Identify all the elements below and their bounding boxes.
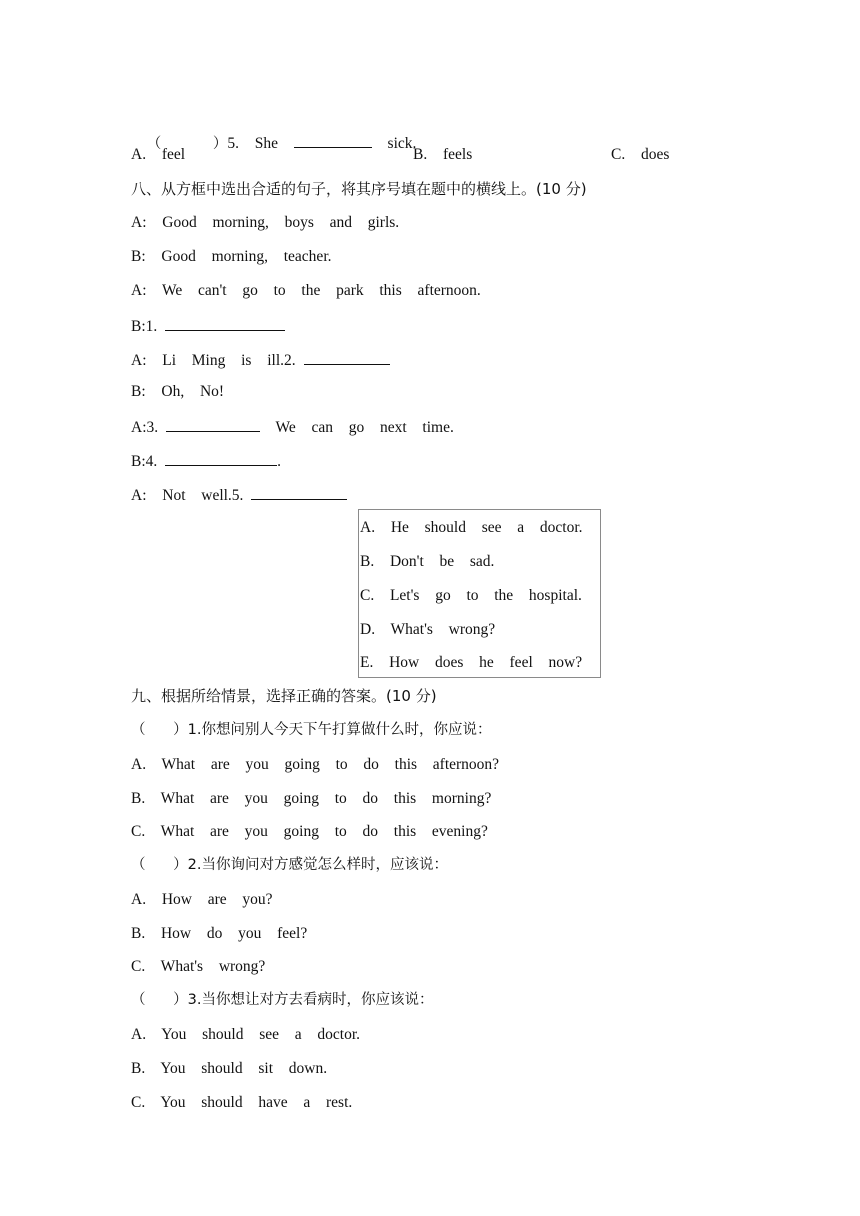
- question-prompt-2: [131, 855, 448, 875]
- option-b: B. feels: [413, 146, 473, 163]
- dialogue-line-3: [131, 281, 481, 301]
- question-text: 2.当你询问对方感觉怎么样时，应该说：: [187, 857, 448, 873]
- q2-option-c: C. What's wrong?: [131, 958, 266, 975]
- question-5-options: [131, 145, 691, 165]
- q3-option-a: A. You should see a doctor.: [131, 1026, 361, 1043]
- option-a: A. feel: [131, 146, 186, 163]
- dialogue-tail: We can go next time.: [260, 419, 454, 436]
- dialogue-line-9: [131, 484, 347, 506]
- question-text: 3.当你想让对方去看病时，你应该说：: [187, 992, 434, 1008]
- box-option-e: E. How does he feel now?: [360, 654, 583, 671]
- answer-paren: （ ）: [131, 857, 188, 873]
- dialogue-text: B: Oh, No!: [131, 383, 225, 400]
- dialogue-line-4: [131, 315, 285, 337]
- box-option-d: D. What's wrong?: [360, 621, 496, 638]
- question-tail: sick.: [387, 135, 417, 152]
- dialogue-text: A: Good morning, boys and girls.: [131, 214, 400, 231]
- dialogue-text: A: Li Ming is ill.2.: [131, 352, 304, 369]
- box-option-b: B. Don't be sad.: [360, 553, 495, 570]
- answer-blank-5[interactable]: [251, 484, 347, 500]
- answer-paren: （ ）: [131, 722, 188, 738]
- sentence-option-box: [358, 509, 601, 678]
- option-c: C. does: [611, 146, 670, 163]
- dialogue-text: A: We can't go to the park this afternoon.: [131, 282, 481, 299]
- question-text: 1.你想问别人今天下午打算做什么时，你应说：: [187, 722, 492, 738]
- section-9-title: 九、根据所给情景，选择正确的答案。(10 分): [131, 687, 437, 705]
- answer-paren: （ ）: [131, 992, 188, 1008]
- dialogue-line-8: [131, 450, 281, 472]
- answer-blank-2[interactable]: [304, 349, 390, 365]
- dialogue-line-7: [131, 416, 454, 438]
- q3-option-b: B. You should sit down.: [131, 1060, 328, 1077]
- question-prompt-1: [131, 720, 492, 740]
- dialogue-line-6: [131, 382, 224, 402]
- box-option-a: A. He should see a doctor.: [360, 519, 583, 536]
- dialogue-tail: .: [277, 453, 282, 470]
- q2-option-b: B. How do you feel?: [131, 925, 308, 942]
- answer-blank-4[interactable]: [165, 450, 277, 466]
- answer-blank-3[interactable]: [166, 416, 260, 432]
- dialogue-text: A: Not well.5.: [131, 487, 252, 504]
- q1-option-b: B. What are you going to do this morning?: [131, 790, 492, 807]
- question-label: 5. She: [227, 135, 279, 152]
- dialogue-text: B: Good morning, teacher.: [131, 248, 332, 265]
- dialogue-line-5: [131, 349, 390, 371]
- dialogue-text: A:3.: [131, 419, 166, 436]
- answer-blank-1[interactable]: [165, 315, 285, 331]
- question-prompt-3: [131, 990, 434, 1010]
- q1-option-a: A. What are you going to do this afternoon?: [131, 756, 500, 773]
- q2-option-a: A. How are you?: [131, 891, 273, 908]
- dialogue-text: B:1.: [131, 318, 166, 335]
- dialogue-text: B:4.: [131, 453, 166, 470]
- box-option-c: C. Let's go to the hospital.: [360, 587, 582, 604]
- answer-paren: （ ）: [146, 136, 228, 152]
- q3-option-c: C. You should have a rest.: [131, 1094, 353, 1111]
- q1-option-c: C. What are you going to do this evening?: [131, 823, 488, 840]
- dialogue-line-1: [131, 213, 399, 233]
- section-8-title: 八、从方框中选出合适的句子，将其序号填在题中的横线上。(10 分): [131, 180, 587, 198]
- dialogue-line-2: [131, 247, 332, 267]
